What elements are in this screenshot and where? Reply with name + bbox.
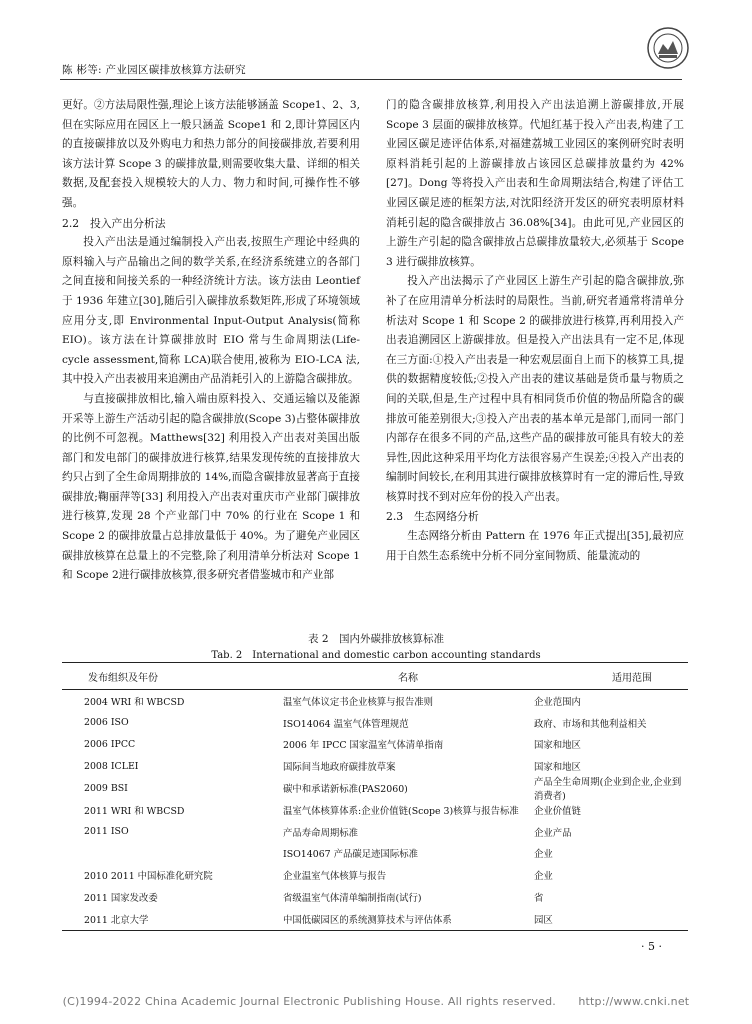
right-column	[386, 96, 684, 566]
table-row	[62, 843, 688, 865]
paragraph: 投入产出法是通过编制投入产出表,按照生产理论中经典的原料输入与产品输出之间的数学关系,在经济系统建立的各部门之间直接和间接关系的一种经济统计方法。该方法由 Leontief 于 1936 年建立[30],随后引入碳排放系数矩阵,形成了环境领域应用分支,即 Environmental Input-Output Analysis(简称 EIO)。该方法在计算碳排放时 EIO 常与生命周期法(Life-cycle assessment,简称 LCA)联合使用,被称为 EIO-LCA 法,其中投入产出表被用来追溯由产品消耗引入的上游隐含碳排放。	[62, 236, 360, 386]
standards-table	[62, 662, 688, 931]
table-cell: 省级温室气体清单编制指南(试行)	[283, 893, 422, 905]
table-cell: 企业范围内	[534, 696, 581, 708]
table-cell: 2006 年 IPCC 国家温室气体清单指南	[283, 740, 444, 752]
paragraph: 与直接碳排放相比,输入端由原料投入、交通运输以及能源开采等上游生产活动引起的隐含碳排放(Scope 3)占整体碳排放的比例不可忽视。Matthews[32] 利用投入产出表对美国出版部门和发电部门的碳排放进行核算,结果发现传统的直接排放大约只占到了全生命周期排放的 14%,而隐含碳排放显著高于直接碳排放;鞠丽萍等[33] 利用投入产出表对重庆市产业部门碳排放进行核算,发现 28 个产业部门中 70% 的行业在 Scope 1 和 Scope 2 的碳排放量占总排放量低于 40%。为了避免产业园区碳排放核算在总量上的不完整,除了利用清单分析法对 Scope 1 和 Scope 2进行碳排放核算,很多研究者借鉴城市和产业部	[62, 392, 360, 582]
table-cell: 企业产品	[534, 827, 572, 839]
table-cell: 碳中和承诺新标准(PAS2060)	[283, 784, 408, 796]
table-cell: 企业	[534, 871, 553, 883]
table-cell: 2011 ISO	[84, 826, 129, 838]
section-heading: 2.3 生态网络分析	[386, 510, 479, 524]
table-cell: 产品寿命周期标准	[283, 827, 359, 839]
page-number: · 5 ·	[641, 940, 662, 953]
table-caption-zh: 表 2 国内外碳排放核算标准	[307, 633, 445, 645]
header-cell: 适用范围	[612, 672, 652, 684]
table-caption-en: Tab. 2 International and domestic carbon accounting standards	[211, 650, 541, 661]
table-cell: 2011 WRI 和 WBCSD	[84, 805, 185, 817]
table-cell: 企业价值链	[534, 805, 581, 817]
header-rule	[60, 79, 682, 80]
table-cell: ISO14064 温室气体管理规范	[283, 718, 409, 730]
paragraph: 投入产出法揭示了产业园区上游生产引起的隐含碳排放,弥补了在应用清单分析法时的局限性。当前,研究者通常将清单分析法对 Scope 1 和 Scope 2 的碳排放进行核算,再利用投入产出表追溯园区上游碳排放。但是投入产出法具有一定不足,体现在三方面:①投入产出表是一种宏观层面自上而下的核算工具,提供的数据精度较低;②投入产出表的建议基础是货币量与物质之间的关联,但是,生产过程中具有相同货币价值的物品所隐含的碳排放可能差别很大;③投入产出表的基本单元是部门,而同一部门内部存在很多不同的产品,这些产品的碳排放可能具有较大的差异性,因此这种采用平均化方法很容易产生误差;④投入产出表的编制时间较长,在利用其进行碳排放核算时有一定的滞后性,导致核算时找不到对应年份的投入产出表。	[386, 275, 684, 503]
table-header-row	[62, 663, 688, 689]
paragraph: 生态网络分析由 Pattern 在 1976 年正式提出[35],最初应用于自然生态系统中分析不同分室间物质、能量流动的	[386, 530, 684, 562]
table-cell: 2008 ICLEI	[84, 760, 139, 772]
table-cell: 国际间当地政府碳排放草案	[283, 762, 396, 774]
table-cell: 2006 ISO	[84, 717, 129, 729]
table-body	[62, 690, 688, 930]
left-column	[62, 96, 360, 586]
table-cell: 2004 WRI 和 WBCSD	[84, 696, 185, 708]
table-cell: 2011 国家发改委	[84, 893, 158, 905]
table-cell: 温室气体议定书企业核算与报告准则	[283, 696, 434, 708]
university-seal-icon	[646, 26, 690, 70]
table-row	[62, 886, 688, 908]
table-cell: 2006 IPCC	[84, 738, 136, 750]
table-row	[62, 908, 688, 930]
table-row	[62, 712, 688, 734]
table-cell: 省	[534, 893, 544, 905]
table-cell: 温室气体核算体系:企业价值链(Scope 3)核算与报告标准	[283, 805, 519, 817]
table-cell: 政府、市场和其他利益相关	[534, 718, 647, 730]
running-header: 陈 彬等: 产业园区碳排放核算方法研究	[62, 64, 246, 76]
table-cell: 园区	[534, 914, 553, 926]
table-cell: 中国低碳园区的系统测算技术与评估体系	[283, 914, 452, 926]
table-cell: 企业温室气体核算与报告	[283, 871, 387, 883]
table-row	[62, 864, 688, 886]
table-cell: 国家和地区	[534, 762, 581, 774]
paragraph: 门的隐含碳排放核算,利用投入产出法追溯上游碳排放,开展 Scope 3 层面的碳排放核算。代旭红基于投入产出表,构建了工业园区碳足迹评估体系,对福建荔城工业园区的案例研究时表明原料消耗引起的上游碳排放占该园区总碳排放量约为 42%[27]。Dong 等将投入产出表和生命周期法结合,构建了评估工业园区碳足迹的框架方法,对沈阳经济开发区的研究表明原材料消耗引起的隐含碳排放占 36.08%[34]。由此可见,产业园区的上游生产引起的隐含碳排放占总碳排放量较大,必须基于 Scope 3 进行碳排放核算。	[386, 99, 684, 268]
table-row	[62, 777, 688, 803]
paragraph: 更好。②方法局限性强,理论上该方法能够涵盖 Scope1、2、3,但在实际应用在园区上一般只涵盖 Scope1 和 2,即计算园区内的直接碳排放以及外购电力和热力部分的间接碳排放,若要利用该方法计算 Scope 3 的碳排放量,则需要收集大量、详细的相关数据,及配套投入规模较大的人力、物力和时间,可操作性不够强。	[62, 99, 360, 209]
table-row	[62, 821, 688, 843]
table-cell: 产品全生命周期(企业到企业,企业到消费者)	[534, 777, 682, 803]
table-cell: 2011 北京大学	[84, 914, 149, 926]
table-cell: 企业	[534, 849, 553, 861]
table-row	[62, 690, 688, 712]
table-row	[62, 799, 688, 821]
table-cell: 2010 2011 中国标准化研究院	[84, 871, 213, 883]
header-cell: 名称	[398, 672, 418, 684]
copyright-footer: (C)1994-2022 China Academic Journal Electronic Publishing House. All rights reserved. http://www.cnki.net	[62, 995, 690, 1008]
table-cell: 2009 BSI	[84, 782, 128, 794]
header-cell: 发布组织及年份	[88, 672, 158, 684]
table-cell: ISO14067 产品碳足迹国际标准	[283, 849, 418, 861]
section-heading: 2.2 投入产出分析法	[62, 216, 166, 230]
table-row	[62, 734, 688, 756]
table-cell: 国家和地区	[534, 740, 581, 752]
